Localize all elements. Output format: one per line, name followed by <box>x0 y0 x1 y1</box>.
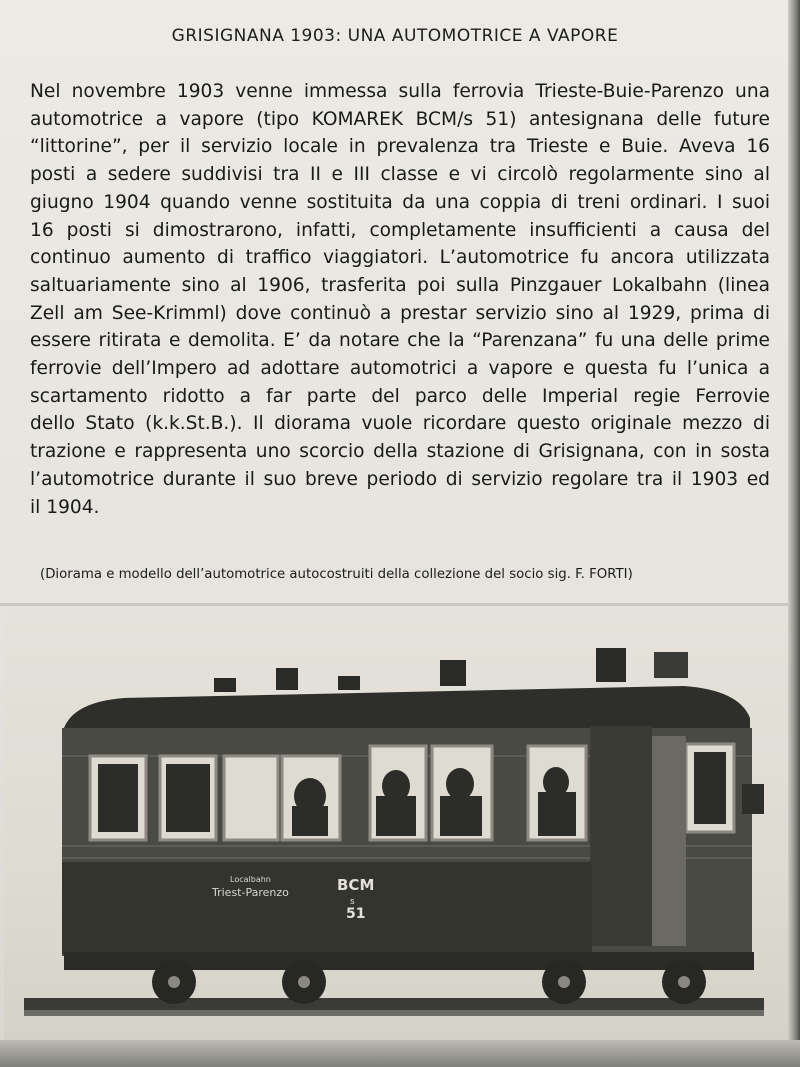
body-line: scartamento ridotto a far parte del parco delle Imperial regie Ferrovie <box>30 385 770 407</box>
car-roof <box>64 686 750 728</box>
body-line: continuo aumento di traffico viaggiatori. L’automotrice fu ancora utilizzata <box>30 247 770 269</box>
body-line: essere ritirata e demolita. E’ da notare che la “Parenzana” fu una delle prime <box>30 330 770 352</box>
body-line: 16 posti si dimostrarono, infatti, completamente insufficienti a causa del <box>30 219 770 241</box>
car-window <box>224 756 278 840</box>
rail-track <box>24 998 764 1010</box>
body-line: giugno 1904 quando venne sostituita da una coppia di treni ordinari. I suoi <box>30 191 770 213</box>
credit-line: (Diorama e modello dell’automotrice autocostruiti della collezione del socio sig. F. FORTI) <box>40 567 633 582</box>
headlamp <box>742 784 764 814</box>
body-line: ferrovie dell’Impero ad adottare automotrici a vapore e questa fu l’unica a <box>30 358 770 380</box>
chimney <box>596 648 626 682</box>
body-line: il 1904. <box>30 496 100 518</box>
car-route: Triest-Parenzo <box>212 886 289 899</box>
car-dot: s <box>350 897 355 907</box>
car-door <box>590 726 652 946</box>
body-line: trazione e rappresenta uno scorcio della stazione di Grisignana, con in sosta <box>30 441 770 463</box>
body-line: Zell am See-Krimml) dove continuò a prestar servizio sino al 1929, prima di <box>30 302 770 324</box>
body-line: automotrice a vapore (tipo KOMAREK BCM/s 51) antesignana delle future <box>30 108 770 130</box>
bottom-shadow <box>0 1040 800 1067</box>
body-line: “littorine”, per il servizio locale in prevalenza tra Trieste e Buie. Aveva 16 <box>30 136 770 158</box>
body-line: posti a sedere suddivisi tra II e III classe e vi circolò regolarmente sino al <box>30 164 770 186</box>
steam-railcar-illustration <box>4 606 788 1046</box>
car-lettering: Localbahn <box>230 875 271 884</box>
body-line: l’automotrice durante il suo breve periodo di servizio regolare tra il 1903 ed <box>30 468 770 490</box>
car-number: 51 <box>346 906 366 922</box>
body-line: dello Stato (k.k.St.B.). Il diorama vuole ricordare questo originale mezzo di <box>30 413 770 435</box>
body-line: saltuariamente sino al 1906, trasferita poi sulla Pinzgauer Lokalbahn (linea <box>30 274 770 296</box>
body-line: Nel novembre 1903 venne immessa sulla ferrovia Trieste-Buie-Parenzo una <box>30 81 770 102</box>
body-text <box>30 78 770 521</box>
historic-photo <box>4 606 788 1046</box>
page-title: GRISIGNANA 1903: UNA AUTOMOTRICE A VAPORE <box>171 26 619 46</box>
board-edge <box>788 0 800 1067</box>
car-class: BCM <box>337 876 375 894</box>
